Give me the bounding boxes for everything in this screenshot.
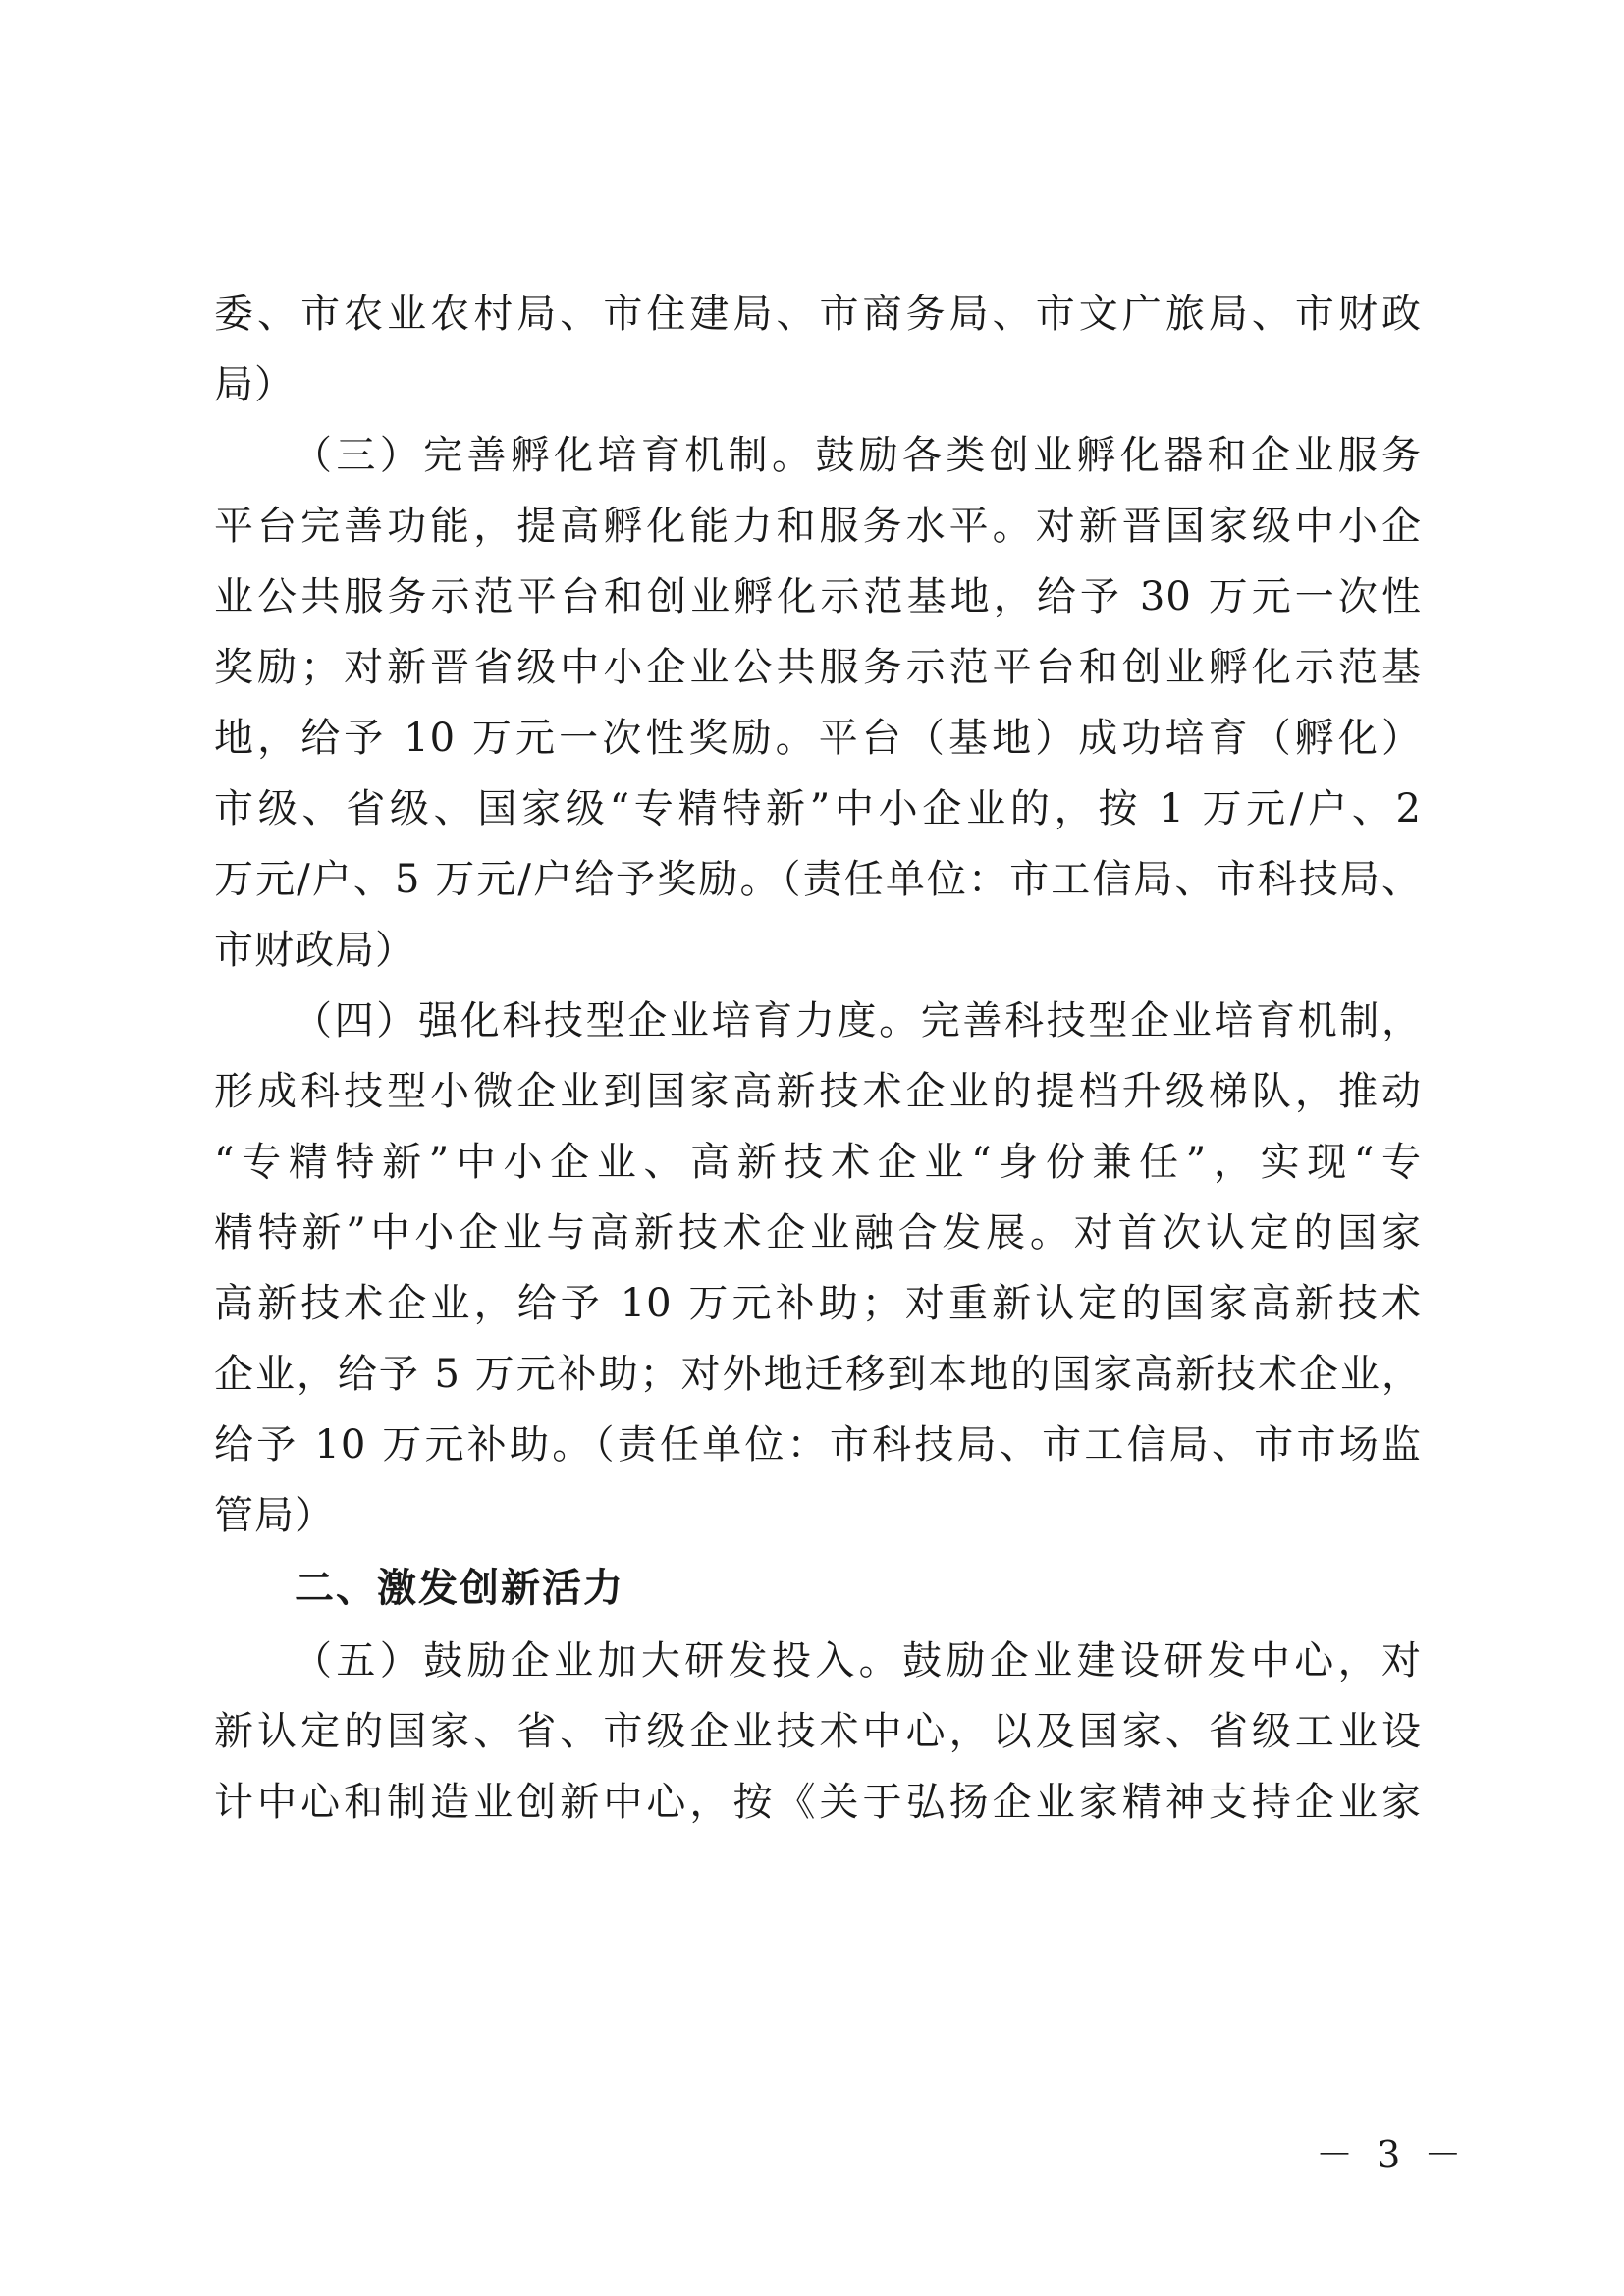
text-line: “专精特新”中小企业、高新技术企业“身份兼任”，实现“专: [214, 1140, 1422, 1185]
text-line: 新认定的国家、省、市级企业技术中心，以及国家、省级工业设: [214, 1709, 1422, 1754]
text-line: 市财政局）: [214, 928, 415, 973]
paragraph-start-line: （三）完善孵化培育机制。鼓励各类创业孵化器和企业服务: [293, 433, 1422, 478]
text-line: 计中心和制造业创新中心，按《关于弘扬企业家精神支持企业家: [214, 1780, 1422, 1825]
paragraph-start-line: （五）鼓励企业加大研发投入。鼓励企业建设研发中心，对: [293, 1638, 1422, 1683]
text-line: 管局）: [214, 1493, 335, 1538]
text-line: 奖励；对新晋省级中小企业公共服务示范平台和创业孵化示范基: [214, 645, 1422, 690]
text-line: 委、市农业农村局、市住建局、市商务局、市文广旅局、市财政: [214, 292, 1422, 337]
text-line: 地，给予 10 万元一次性奖励。平台（基地）成功培育（孵化）: [214, 716, 1422, 761]
text-line: 局）: [214, 362, 295, 407]
text-line: 企业，给予 5 万元补助；对外地迁移到本地的国家高新技术企业，: [214, 1352, 1422, 1397]
text-line: 市级、省级、国家级“专精特新”中小企业的，按 1 万元/户、2: [214, 786, 1422, 831]
text-line: 形成科技型小微企业到国家高新技术企业的提档升级梯队，推动: [214, 1069, 1422, 1114]
text-line: 业公共服务示范平台和创业孵化示范基地，给予 30 万元一次性: [214, 574, 1422, 619]
paragraph-start-line: （四）强化科技型企业培育力度。完善科技型企业培育机制，: [293, 998, 1422, 1043]
text-line: 平台完善功能，提高孵化能力和服务水平。对新晋国家级中小企: [214, 504, 1422, 549]
text-line: 高新技术企业，给予 10 万元补助；对重新认定的国家高新技术: [214, 1281, 1422, 1326]
section-heading: 二、激发创新活力: [295, 1566, 624, 1611]
text-line: 精特新”中小企业与高新技术企业融合发展。对首次认定的国家: [214, 1210, 1422, 1255]
text-line: 给予 10 万元补助。（责任单位：市科技局、市工信局、市市场监: [214, 1422, 1422, 1468]
text-line: 万元/户、5 万元/户给予奖励。（责任单位：市工信局、市科技局、: [214, 857, 1422, 902]
page-number: － 3 －: [1316, 2133, 1468, 2176]
